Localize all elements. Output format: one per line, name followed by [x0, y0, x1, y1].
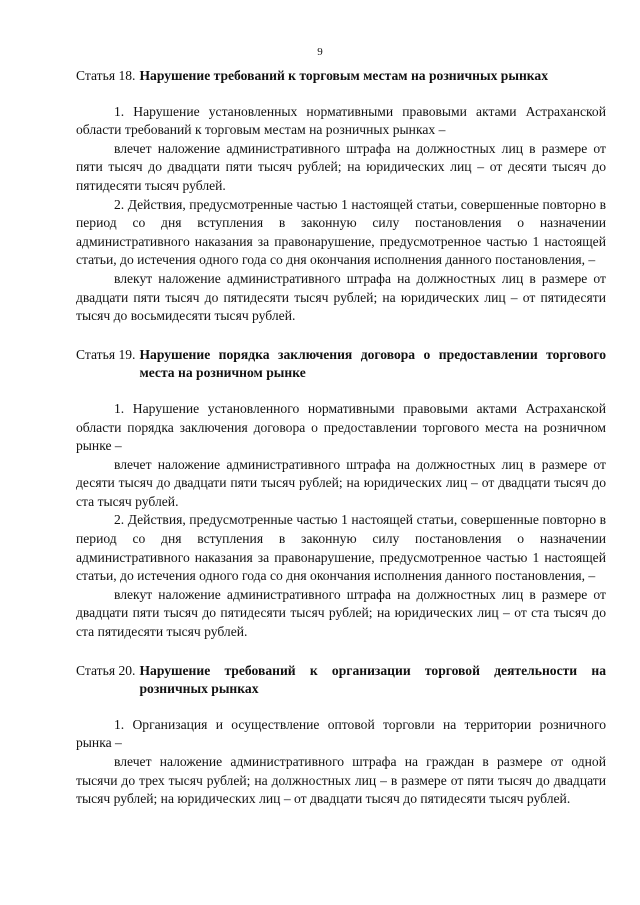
article-title: Нарушение требований к торговым местам на розничных рынках — [139, 68, 548, 83]
article-19 — [76, 346, 606, 642]
article-heading — [76, 346, 606, 383]
article-heading — [76, 67, 606, 86]
document-body — [76, 67, 606, 809]
page-number: 9 — [317, 46, 323, 58]
article-heading — [76, 662, 606, 699]
article-paragraph: 1. Нарушение установленных нормативными правовыми актами Астраханской области требований к торговым местам на розничных рынках – — [76, 103, 606, 138]
article-paragraph: влечет наложение административного штрафа на граждан в размере от одной тысячи до трех тысяч рублей; на должностных лиц – в размере от пяти тысяч до двадцати тысяч рублей; на юридических лиц – от двадцати тысяч до пятидесяти тысяч рублей. — [76, 754, 606, 807]
article-paragraph: влечет наложение административного штрафа на должностных лиц в размере от пяти тысяч до двадцати пяти тысяч рублей; на юридических лиц – от десяти тысяч до пятидесяти тысяч рублей. — [76, 140, 606, 193]
article-paragraph: 1. Организация и осуществление оптовой торговли на территории розничного рынка – — [76, 716, 606, 751]
article-paragraph: влечет наложение административного штрафа на должностных лиц в размере от десяти тысяч до двадцати пяти тысяч рублей; на юридических лиц – от двадцати тысяч до ста тысяч рублей. — [76, 456, 606, 509]
article-paragraph: влекут наложение административного штрафа на должностных лиц в размере от двадцати пяти тысяч до пятидесяти тысяч рублей; на юридических лиц – от пятидесяти тысяч до восьмидесяти тысяч рублей. — [76, 270, 606, 324]
article-18 — [76, 67, 606, 326]
article-number: Статья 18. — [76, 68, 136, 83]
article-20 — [76, 662, 606, 809]
article-paragraph: 2. Действия, предусмотренные частью 1 настоящей статьи, совершенные повторно в период со дня вступления в законную силу постановления о назначении административного наказания за правонарушение, предусмотренное частью 1 настоящей статьи, до истечения одного года со дня окончания исполнения данного постановления, – — [76, 512, 606, 584]
article-title: Нарушение порядка заключения договора о предоставлении торгового места на розничном рынке — [139, 346, 606, 381]
article-title: Нарушение требований к организации торговой деятельности на розничных рынках — [139, 662, 606, 697]
article-paragraph: 2. Действия, предусмотренные частью 1 настоящей статьи, совершенные повторно в период со дня вступления в законную силу постановления о назначении административного наказания за правонарушение, предусмотренное частью 1 настоящей статьи, до истечения одного года со дня окончания исполнения данного постановления, – — [76, 196, 606, 268]
article-paragraph: влекут наложение административного штрафа на должностных лиц в размере от двадцати пяти тысяч до пятидесяти тысяч рублей; на юридических лиц – от ста тысяч до ста пятидесяти тысяч рублей. — [76, 586, 606, 640]
article-number: Статья 20. — [76, 662, 136, 678]
article-paragraph: 1. Нарушение установленного нормативными правовыми актами Астраханской области порядка заключения договора о предоставлении торгового места на розничном рынке – — [76, 400, 606, 454]
article-number: Статья 19. — [76, 346, 136, 362]
